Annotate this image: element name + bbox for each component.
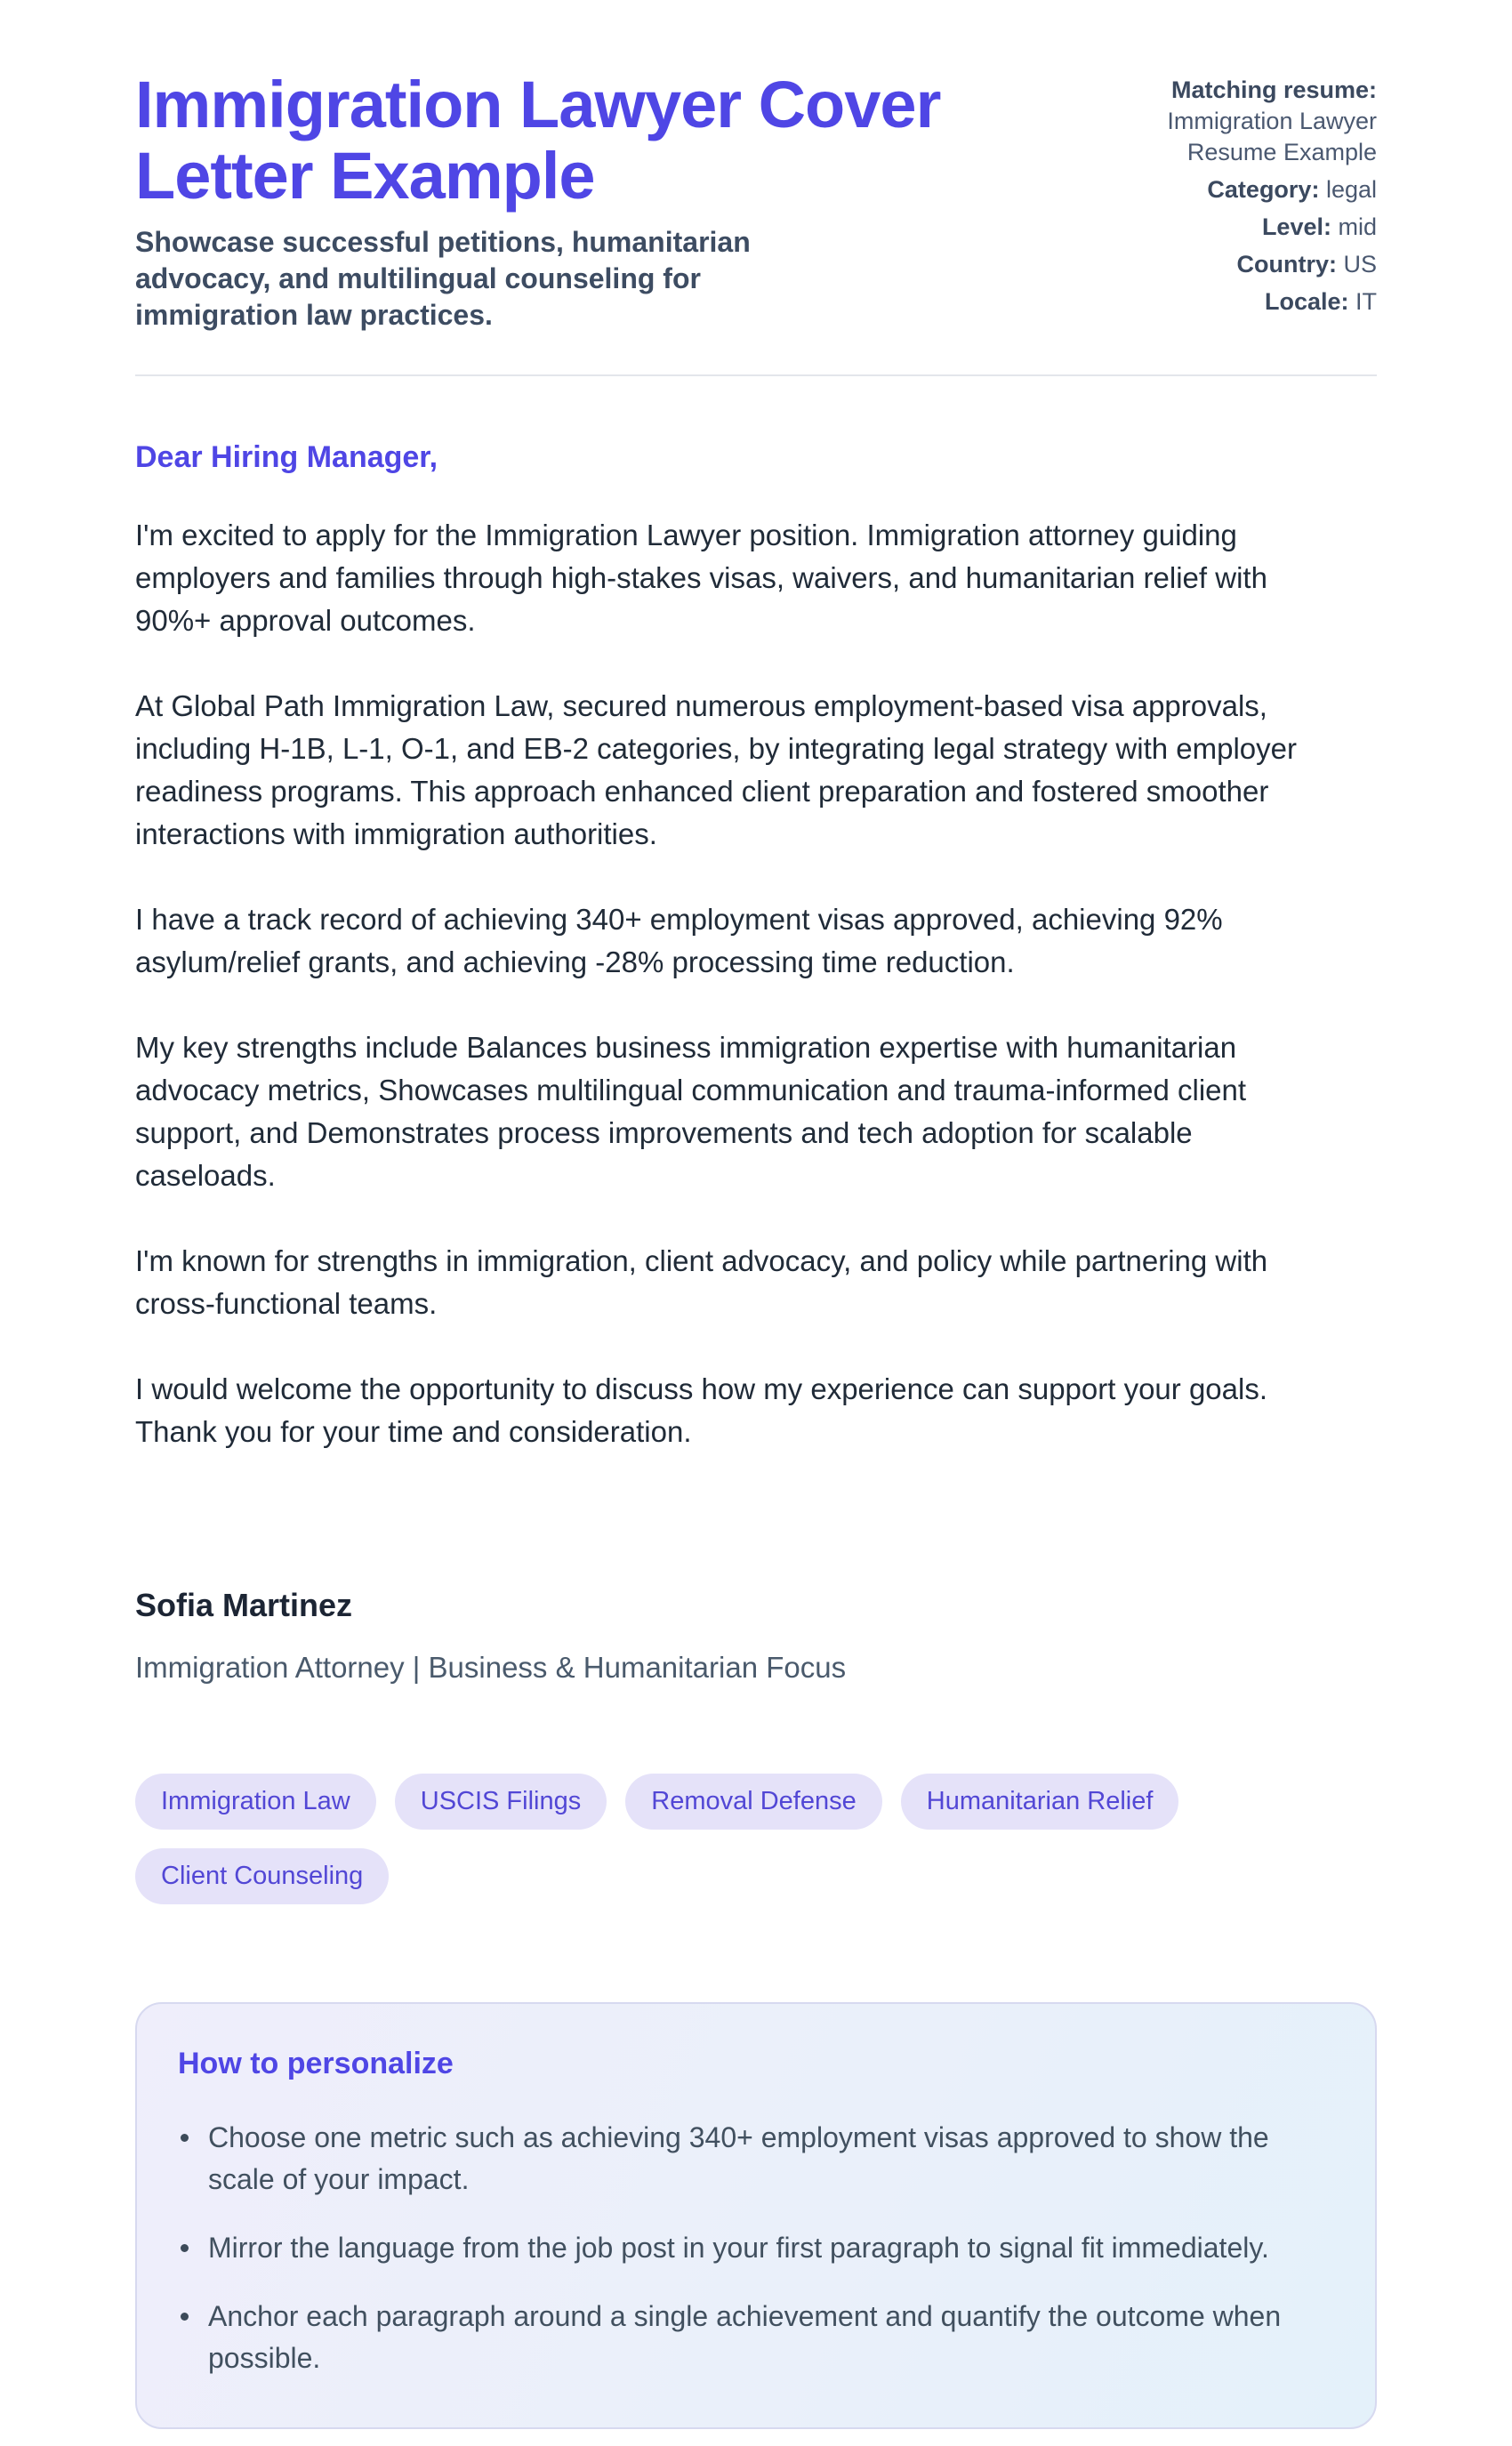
meta-field-row [1092, 212, 1377, 243]
letter-greeting: Dear Hiring Manager, [135, 440, 438, 474]
signature-name: Sofia Martinez [135, 1587, 353, 1623]
personalize-tip-item: Anchor each paragraph around a single achievement and quantify the outcome when possible. [178, 2296, 1307, 2379]
personalize-tips [178, 2117, 1334, 2379]
meta-field-value: IT [1348, 288, 1377, 315]
skill-tag-pill: Humanitarian Relief [901, 1774, 1179, 1830]
letter-paragraphs [135, 514, 1377, 1453]
personalize-tip-item: Mirror the language from the job post in your first paragraph to signal fit immediately. [178, 2227, 1307, 2269]
meta-field-row [1092, 174, 1377, 205]
page-subtitle: Showcase successful petitions, humanitarian advocacy, and multilingual counseling for immigration law practices. [135, 226, 751, 331]
signature-title: Immigration Attorney | Business & Humanitarian Focus [135, 1651, 847, 1684]
skill-tags [135, 1774, 1377, 1904]
letter-paragraph: I have a track record of achieving 340+ employment visas approved, achieving 92% asylum/relief grants, and achieving -28% processing time reduction. [135, 903, 1223, 978]
letter-paragraph: My key strengths include Balances business immigration expertise with humanitarian advocacy metrics, Showcases multilingual communication and trauma-informed client support, and Demonstrates process improvements and tech adoption for scalable caseloads. [135, 1031, 1247, 1192]
meta-field-value: US [1336, 251, 1377, 278]
personalize-box [135, 2002, 1377, 2429]
meta-field-label: Country: [1236, 251, 1337, 278]
meta-field-label: Category: [1207, 176, 1320, 203]
letter-paragraph: I'm known for strengths in immigration, client advocacy, and policy while partnering with cross-functional teams. [135, 1244, 1268, 1320]
header-title-block [135, 69, 1025, 334]
letter-paragraph: I would welcome the opportunity to discuss how my experience can support your goals. Thank you for your time and consideration. [135, 1372, 1267, 1448]
personalize-title: How to personalize [178, 2047, 454, 2080]
meta-field-value: legal [1319, 176, 1377, 203]
skill-tag-pill: Client Counseling [135, 1848, 389, 1904]
page-title: Immigration Lawyer Cover Letter Example [135, 68, 941, 213]
page-header [135, 69, 1377, 376]
letter-paragraph: At Global Path Immigration Law, secured numerous employment-based visa approvals, including H-1B, L-1, O-1, and EB-2 categories, by integrating legal strategy with employer readiness programs. This approach enhanced client preparation and fostered smoother interactions with immigration authorities. [135, 689, 1297, 850]
skill-tag-pill: USCIS Filings [395, 1774, 607, 1830]
skill-tag-pill: Removal Defense [625, 1774, 882, 1830]
meta-field-label: Locale: [1264, 288, 1349, 315]
skill-tag-pill: Immigration Law [135, 1774, 376, 1830]
letter-body [135, 376, 1377, 1685]
matching-resume-fields [1092, 174, 1377, 318]
matching-resume-panel [1092, 69, 1377, 318]
meta-field-row [1092, 286, 1377, 318]
letter-paragraph: I'm excited to apply for the Immigration Lawyer position. Immigration attorney guiding employers and families through high-stakes visas, waivers, and humanitarian relief with 90%+ approval outcomes. [135, 519, 1267, 637]
meta-field-value: mid [1331, 213, 1377, 240]
meta-field-label: Level: [1261, 213, 1331, 240]
matching-resume-name: Immigration Lawyer Resume Example [1167, 108, 1377, 165]
meta-field-row [1092, 249, 1377, 280]
matching-resume-heading: Matching resume: [1170, 76, 1377, 103]
personalize-tip-item: Choose one metric such as achieving 340+ employment visas approved to show the scale of your impact. [178, 2117, 1307, 2201]
